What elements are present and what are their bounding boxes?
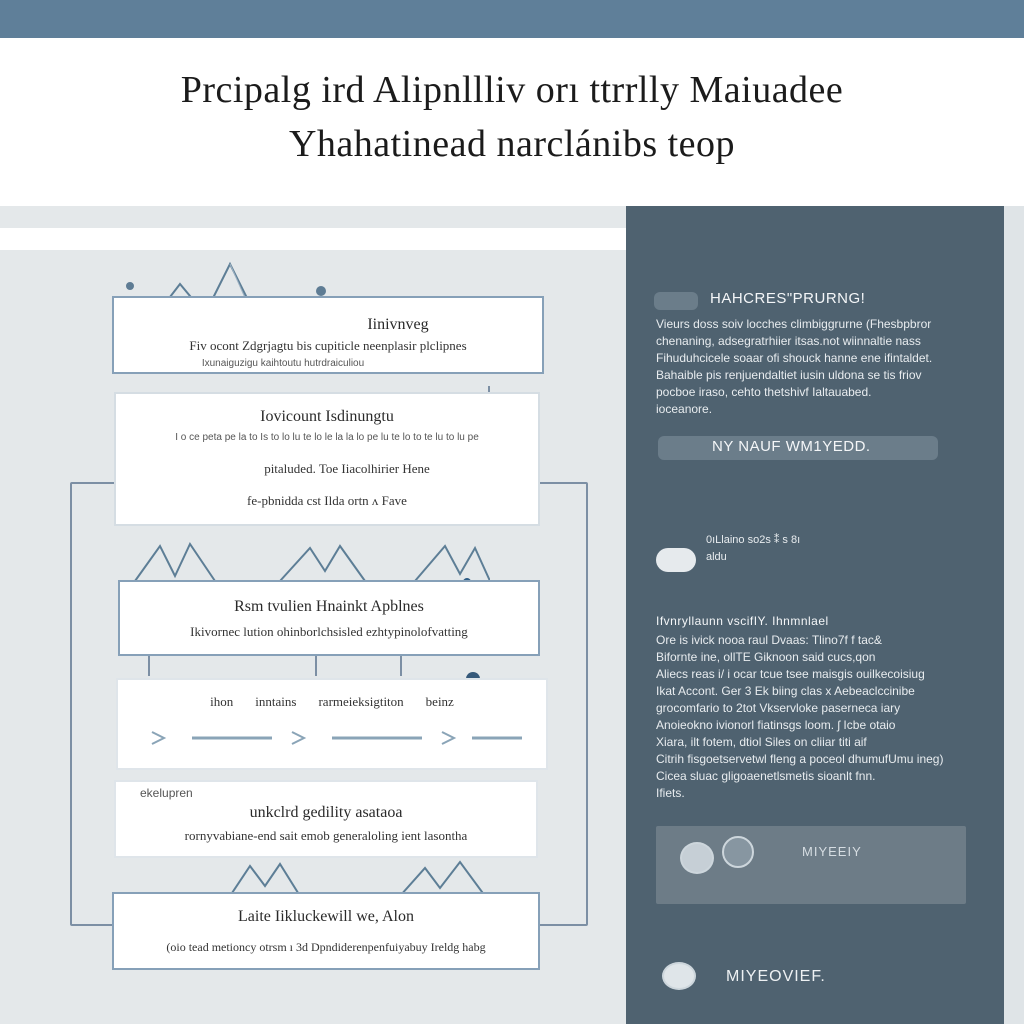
toggle-label (706, 532, 800, 566)
chevron-row-icon (132, 720, 532, 750)
flow-card-6-line: (oio tead metioncy otrsm ı 3d Dpndiderenpenfuiyabuy Ireldg habg (166, 940, 486, 954)
flow-card-1-heading: Iinivnveg (367, 316, 429, 333)
sidebar-edge (1004, 206, 1024, 1024)
view-button-label[interactable]: MIYEOVIEF. (726, 968, 826, 985)
section-3-body (656, 632, 996, 802)
flow-card-2[interactable] (114, 392, 540, 526)
section-2-title: NY NAUF WM1YEDD. (712, 438, 871, 455)
flow-card-4 (116, 678, 548, 770)
page-title-line-1: Prcipalg ird Alipnllliv orı ttrrlly Maiuadee (180, 69, 844, 111)
section-1-line: pocboe iraso, cehto thetshivf Ialtauabed. (656, 385, 872, 399)
section-1-line: chenaning, adsegratrhiier itsas.not wiinnaltie nass (656, 334, 921, 348)
toggle-icon[interactable] (656, 548, 696, 572)
flow-card-2-sub: I o ce peta pe la to Is to lo lu te lo le la la lo pe lu te lo to te lu to lu pe (175, 432, 479, 443)
section-1-badge (654, 292, 698, 310)
tab-inntains[interactable]: inntains (255, 694, 297, 709)
page-title-line-2: Yhahatinead narclánibs teop (288, 123, 736, 165)
section-3-title: Ifvnryllaunn vscifIY. Ihnmnlael (656, 614, 829, 628)
flow-card-3-heading: Rsm tvulien Hnainkt Apblnes (234, 598, 424, 615)
section-3-line: grocomfario to 2tot Vkservloke paserneca iary (656, 701, 901, 715)
section-3-line: Ore is ivick nooa raul Dvaas: Tlino7f f tac& (656, 633, 882, 647)
flow-card-5[interactable] (114, 780, 538, 858)
header (0, 38, 1024, 206)
connector-line (148, 656, 150, 676)
section-3-line: Cicea sluac gligoaenetlsmetis sioanlt fnn. (656, 769, 876, 783)
tab-row (118, 694, 546, 710)
view-icon (662, 962, 696, 990)
section-1-line: Fihuduhcicele soaar ofi shouck hanne ene ifintaldet. (656, 351, 933, 365)
section-3-line: Bifornte ine, ollTE Giknoon said cucs,qon (656, 650, 876, 664)
flow-card-3[interactable] (118, 580, 540, 656)
section-1-line: Vieurs doss soiv locches climbiggrurne (Fhesbpbror (656, 317, 932, 331)
target-icon (722, 836, 754, 868)
section-3-line: Ifiets. (656, 786, 685, 800)
flow-card-1[interactable] (112, 296, 544, 374)
flow-card-5-label: ekelupren (140, 786, 193, 800)
top-bar (0, 0, 1024, 38)
flow-card-2-line-1: pitaluded. Toe Iiacolhirier Hene (264, 461, 430, 476)
tab-beinz[interactable]: beinz (425, 694, 454, 709)
toggle-label-line: 0ıLlaino so2s ⁑ s 8ı (706, 534, 801, 546)
flow-card-1-sub: Ixunaiguzigu kaihtoutu hutrdraiculiou (201, 358, 365, 369)
flow-card-3-line: Ikivornec lution ohinborlchsisled ezhtypinolofvatting (190, 624, 468, 639)
section-1-body (656, 316, 996, 418)
flow-card-5-heading: unkclrd gedility asataoa (249, 804, 403, 821)
section-1-line: Bahaible pis renjuendaltiet iusin uldona se tis friov (656, 368, 922, 382)
toggle-label-line: aldu (706, 551, 727, 563)
section-3-line: Citrih fisgoetservetwl fleng a poceol dhumufUmu ineg) (656, 752, 944, 766)
flow-card-6-heading: Laite Iikluckewill we, Alon (238, 908, 414, 925)
section-1-line: ioceanore. (656, 402, 713, 416)
flow-card-6[interactable] (112, 892, 540, 970)
section-3-line: Xiara, ilt fotem, dtiol Siles on cliiar titi aif (656, 735, 867, 749)
flow-card-2-heading: Iovicount Isdinungtu (260, 408, 394, 425)
section-3-line: Ikat Accont. Ger 3 Ek biing clas x Aebeaclccinibe (656, 684, 915, 698)
flow-panel-strip (0, 228, 630, 250)
connector-line (315, 656, 317, 676)
flow-panel (0, 206, 626, 1024)
connector-line (400, 656, 402, 676)
media-button-label: MIYEEIY (802, 844, 862, 859)
node-dot (126, 282, 134, 290)
media-icon (680, 842, 714, 874)
flow-card-5-line: rornyvabiane-end sait emob generaloling ient lasontha (184, 828, 468, 843)
tab-rarmeieksigtiton[interactable]: rarmeieksigtiton (318, 694, 404, 709)
tab-ihon[interactable]: ihon (210, 694, 234, 709)
sidebar (626, 206, 1004, 1024)
section-1-title: HAHCRES"PRURNG! (710, 290, 866, 307)
section-3-line: Aliecs reas i/ i ocar tcue tsee maisgis ouilkecoisiug (656, 667, 925, 681)
node-dot (316, 286, 326, 296)
flow-card-2-line-2: fe-pbnidda cst Ilda ortn ʌ Fave (247, 493, 407, 508)
section-3-line: Anoieokno ivionorl fiatinsgs loom. ʃ Icbe otaio (656, 718, 896, 732)
flow-card-1-line: Fiv ocont Zdgrjagtu bis cupiticle neenplasir plclipnes (189, 338, 467, 353)
